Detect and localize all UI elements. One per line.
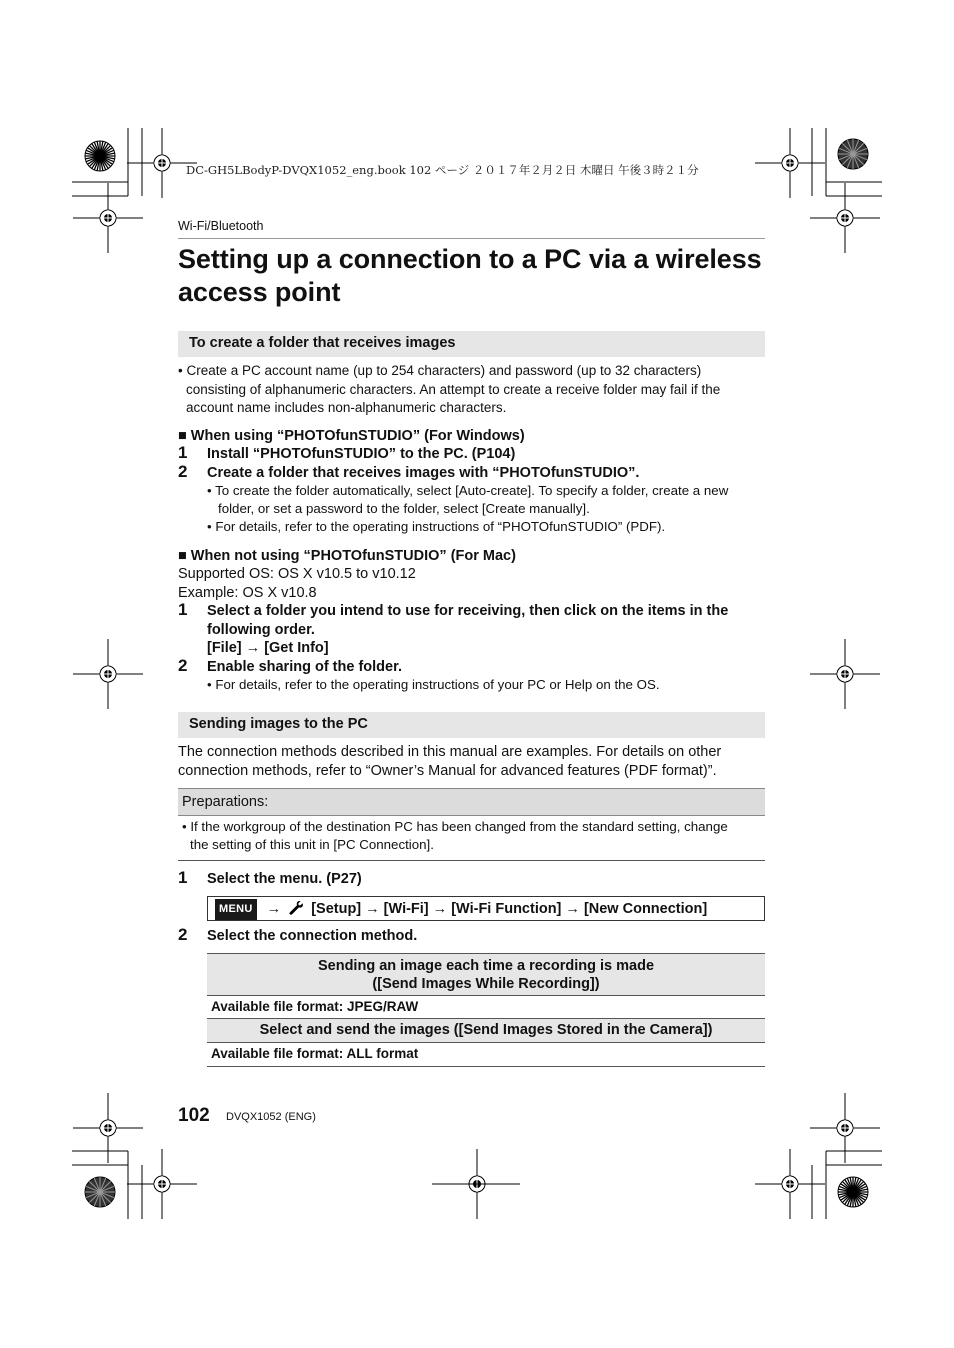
preparations-bottom-rule	[178, 860, 765, 861]
menu-icon: MENU	[215, 899, 257, 920]
preparations-line: the setting of this unit in [PC Connection].	[190, 837, 434, 852]
title-line-1: Setting up a connection to a PC via a wireless	[178, 244, 762, 274]
starburst-mark-icon	[838, 139, 868, 169]
mac-supported-os: Supported OS: OS X v10.5 to v10.12	[178, 566, 416, 582]
starburst-mark-icon	[85, 1177, 115, 1207]
sending-intro-line: connection methods, refer to “Owner’s Manual for advanced features (PDF format)”.	[178, 762, 717, 779]
option-title-line: ([Send Images While Recording])	[372, 976, 600, 992]
step-number: 2	[178, 925, 188, 944]
mac-heading: ■ When not using “PHOTOfunSTUDIO” (For Mac)	[178, 548, 516, 564]
starburst-mark-icon	[838, 1177, 868, 1207]
doc-code: DVQX1052 (ENG)	[226, 1111, 316, 1123]
sending-intro-line: The connection methods described in this manual are examples. For details on other	[178, 744, 722, 760]
registration-mark-icon	[755, 1149, 825, 1219]
windows-step-1: Install “PHOTOfunSTUDIO” to the PC. (P104)	[207, 446, 516, 462]
menu-path-text: [Setup] → [Wi-Fi] → [Wi-Fi Function] → [New Connection]	[311, 901, 708, 917]
windows-note-line: • For details, refer to the operating instructions of “PHOTOfunSTUDIO” (PDF).	[207, 519, 666, 534]
sending-section-heading: Sending images to the PC	[178, 712, 765, 738]
windows-note-line: folder, or set a password to the folder, select [Create manually].	[218, 501, 590, 516]
registration-mark-icon	[755, 128, 825, 198]
preparations-label: Preparations:	[178, 788, 765, 816]
table-bottom-rule	[207, 1066, 765, 1067]
account-bullet-line: • Create a PC account name (up to 254 characters) and password (up to 32 characters)	[178, 363, 702, 378]
mac-step-1-line: following order.	[207, 621, 315, 638]
registration-mark-icon	[810, 639, 880, 709]
windows-heading: ■ When using “PHOTOfunSTUDIO” (For Windows)	[178, 428, 525, 444]
step-number: 1	[178, 868, 188, 887]
mac-step-1-path: [File] → [Get Info]	[207, 640, 329, 656]
registration-mark-icon	[810, 1093, 880, 1163]
title-line-2: access point	[178, 277, 341, 307]
account-bullet	[178, 362, 721, 418]
send-while-recording-option[interactable]	[207, 953, 765, 995]
section-label: Wi-Fi/Bluetooth	[178, 219, 264, 233]
format-jpeg-raw: Available file format: JPEG/RAW	[207, 995, 765, 1018]
mac-note: • For details, refer to the operating instructions of your PC or Help on the OS.	[207, 677, 660, 692]
wrench-icon	[289, 901, 304, 915]
sending-intro	[178, 743, 721, 780]
menu-path-box	[207, 896, 765, 921]
page-number: 102	[178, 1105, 210, 1126]
registration-mark-icon	[127, 1149, 197, 1219]
starburst-mark-icon	[85, 141, 115, 171]
print-header: DC-GH5LBodyP-DVQX1052_eng.book 102 ページ ２０１７年２月２日 木曜日 午後３時２１分	[186, 163, 699, 177]
send-stored-images-option[interactable]: Select and send the images ([Send Images Stored in the Camera])	[207, 1018, 765, 1042]
mac-example: Example: OS X v10.8	[178, 585, 317, 601]
format-all: Available file format: ALL format	[207, 1042, 765, 1066]
step-number: 2	[178, 656, 188, 675]
windows-notes	[207, 482, 729, 536]
option-title-line: Sending an image each time a recording is made	[317, 958, 655, 974]
step-number: 1	[178, 600, 188, 619]
registration-mark-icon	[73, 1093, 143, 1163]
registration-mark-icon	[810, 183, 880, 253]
step-number: 2	[178, 462, 188, 481]
mac-step-2: Enable sharing of the folder.	[207, 659, 402, 675]
sending-step-1: Select the menu. (P27)	[207, 871, 362, 887]
registration-mark-icon	[73, 639, 143, 709]
folder-section-heading: To create a folder that receives images	[178, 331, 765, 357]
registration-mark-icon	[73, 183, 143, 253]
account-bullet-line: account name includes non-alphanumeric characters.	[186, 400, 507, 415]
sending-step-2: Select the connection method.	[207, 928, 418, 944]
mac-step-1-line: Select a folder you intend to use for receiving, then click on the items in the	[207, 603, 729, 619]
page-title	[178, 243, 762, 309]
preparations-line: • If the workgroup of the destination PC has been changed from the standard setting, change	[182, 819, 728, 834]
header-rule	[178, 238, 765, 239]
menu-arrow: →	[266, 901, 282, 917]
mac-step-1	[207, 602, 728, 658]
windows-step-2: Create a folder that receives images with “PHOTOfunSTUDIO”.	[207, 465, 640, 481]
account-bullet-line: consisting of alphanumeric characters. An attempt to create a receive folder may fail if the	[186, 381, 721, 397]
step-number: 1	[178, 443, 188, 462]
windows-note-line: • To create the folder automatically, select [Auto-create]. To specify a folder, create a new	[207, 483, 729, 498]
preparations-text	[182, 818, 728, 854]
